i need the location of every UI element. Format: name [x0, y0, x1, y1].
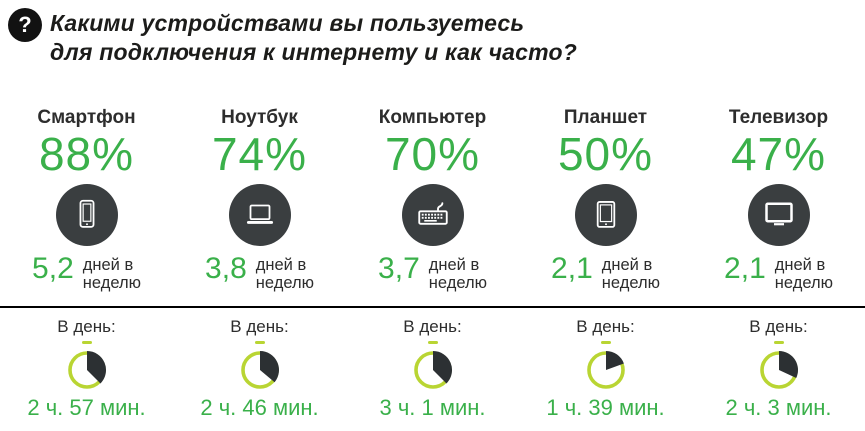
device-usage-percent: 88% — [38, 127, 135, 180]
device-icon-circle — [575, 184, 637, 246]
device-name: Телевизор — [728, 106, 829, 128]
time-per-day-value: 2 ч. 3 мин. — [725, 394, 832, 420]
section-divider — [0, 306, 865, 308]
days-per-week-value: 3,8 — [205, 251, 247, 285]
device-column — [692, 107, 865, 293]
per-day-label: В день: — [749, 316, 808, 336]
stopwatch-icon — [63, 338, 111, 394]
device-icon-circle — [748, 184, 810, 246]
per-day-column — [346, 317, 519, 421]
days-per-week — [0, 251, 173, 293]
per-day-label: В день: — [403, 316, 462, 336]
days-per-week-value: 2,1 — [551, 251, 593, 285]
per-day-column — [0, 317, 173, 421]
days-per-week — [346, 251, 519, 293]
time-per-day-value: 2 ч. 57 мин. — [27, 394, 146, 420]
title-line-2: для подключения к интернету и как часто? — [50, 38, 578, 65]
device-stats-row — [0, 107, 865, 293]
days-per-week-unit: дней в неделю — [601, 255, 660, 292]
device-column — [346, 107, 519, 293]
days-per-week — [173, 251, 346, 293]
per-day-label: В день: — [576, 316, 635, 336]
device-name: Ноутбук — [221, 106, 298, 128]
per-day-column — [692, 317, 865, 421]
per-day-column — [173, 317, 346, 421]
per-day-label: В день: — [57, 316, 116, 336]
page-title — [50, 8, 577, 67]
laptop-icon — [240, 196, 280, 234]
per-day-row — [0, 317, 865, 421]
days-per-week-value: 3,7 — [378, 251, 420, 285]
days-per-week-value: 2,1 — [724, 251, 766, 285]
device-usage-percent: 74% — [211, 127, 308, 180]
tv-icon — [758, 195, 800, 235]
time-per-day-value: 2 ч. 46 мин. — [200, 394, 319, 420]
device-icon-circle — [402, 184, 464, 246]
question-header — [0, 0, 865, 67]
days-per-week-unit: дней в неделю — [428, 255, 487, 292]
device-name: Смартфон — [37, 106, 136, 128]
smartphone-icon — [68, 196, 106, 234]
days-per-week-unit: дней в неделю — [774, 255, 833, 292]
stopwatch-icon — [582, 338, 630, 394]
title-line-1: Какими устройствами вы пользуетесь — [50, 10, 525, 36]
keyboard-icon — [413, 195, 453, 235]
stopwatch-icon — [236, 338, 284, 394]
stopwatch-icon — [755, 338, 803, 394]
time-per-day-value: 1 ч. 39 мин. — [546, 394, 665, 420]
stopwatch-icon — [409, 338, 457, 394]
per-day-column — [519, 317, 692, 421]
question-mark-icon: ? — [8, 8, 42, 42]
device-usage-percent: 47% — [730, 127, 827, 180]
device-column — [0, 107, 173, 293]
device-icon-circle — [56, 184, 118, 246]
days-per-week — [519, 251, 692, 293]
tablet-icon — [587, 196, 625, 234]
days-per-week-unit: дней в неделю — [82, 255, 141, 292]
device-name: Компьютер — [378, 106, 487, 128]
per-day-label: В день: — [230, 316, 289, 336]
device-usage-percent: 50% — [557, 127, 654, 180]
days-per-week-unit: дней в неделю — [255, 255, 314, 292]
device-column — [173, 107, 346, 293]
device-name: Планшет — [563, 106, 648, 128]
time-per-day-value: 3 ч. 1 мин. — [379, 394, 486, 420]
device-icon-circle — [229, 184, 291, 246]
device-usage-percent: 70% — [384, 127, 481, 180]
days-per-week — [692, 251, 865, 293]
device-column — [519, 107, 692, 293]
days-per-week-value: 5,2 — [32, 251, 74, 285]
